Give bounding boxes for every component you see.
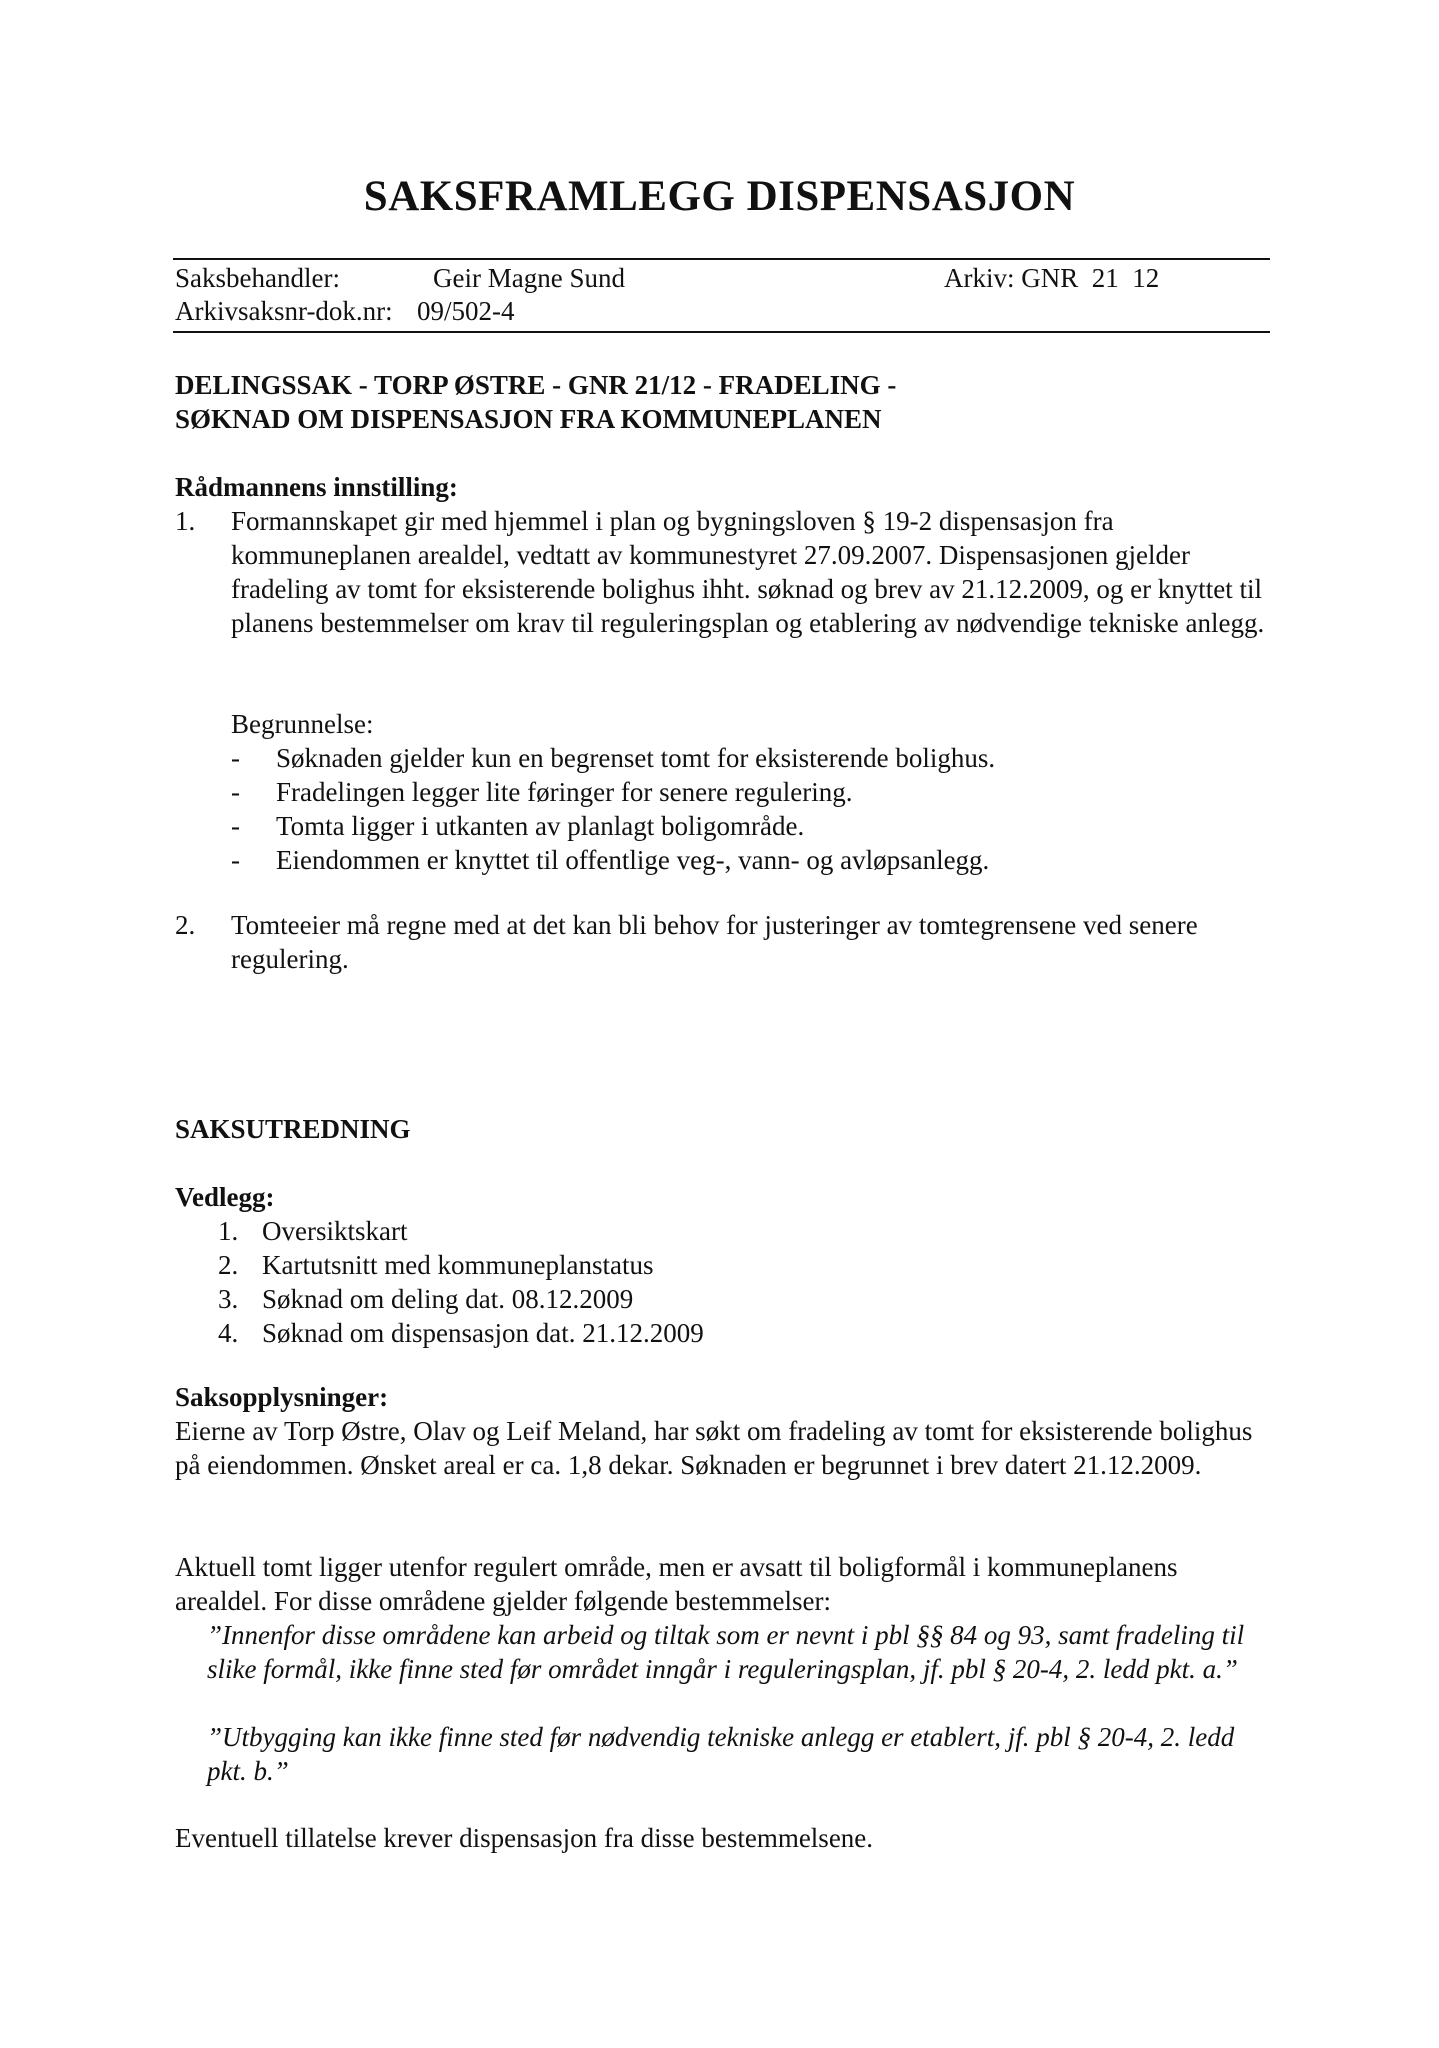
case-subject-line: SØKNAD OM DISPENSASJON FRA KOMMUNEPLANEN xyxy=(175,404,882,434)
regulation-quote-2: ”Utbygging kan ikke finne sted før nødvendig tekniske anlegg er etablert, jf. pbl § 20-4, 2. ledd pkt. b.” xyxy=(207,1722,1235,1786)
info-paragraph-2: Aktuell tomt ligger utenfor regulert område, men er avsatt til boligformål i kommuneplanens arealdel. For disse områdene gjelder følgende bestemmelser: xyxy=(175,1552,1178,1616)
item-number: 2. xyxy=(175,910,196,940)
item-number: 1. xyxy=(175,506,196,536)
recommendation-item-2: Tomteeier må regne med at det kan bli behov for justeringer av tomtegrensene ved senere regulering. xyxy=(231,910,1198,974)
header-rule-top xyxy=(173,258,1270,260)
attachment-number: 4. xyxy=(218,1318,239,1348)
info-paragraph-1: Eierne av Torp Østre, Olav og Leif Meland, har søkt om fradeling av tomt for eksisterende bolighus på eiendommen. Ønsket areal er ca. 1,8 dekar. Søknaden er begrunnet i brev datert 21.12.2009. xyxy=(175,1416,1253,1480)
case-subject-line: DELINGSSAK - TORP ØSTRE - GNR 21/12 - FRADELING - xyxy=(175,370,897,400)
reason-heading: Begrunnelse: xyxy=(231,709,374,739)
attachment-text: Oversiktskart xyxy=(262,1216,408,1246)
recommendation-heading: Rådmannens innstilling: xyxy=(175,472,458,502)
reason-text: Eiendommen er knyttet til offentlige veg-, vann- og avløpsanlegg. xyxy=(276,845,990,875)
attachment-number: 2. xyxy=(218,1250,239,1280)
recommendation-item-1: Formannskapet gir med hjemmel i plan og bygningsloven § 19-2 dispensasjon fra kommuneplanen arealdel, vedtatt av kommunestyret 27.09.2007. Dispensasjonen gjelder fradeling av tomt for eksisterende bolighus ihht. søknad og brev av 21.12.2009, og er knyttet til planens bestemmelser om krav til reguleringsplan og etablering av nødvendige tekniske anlegg. xyxy=(231,506,1265,638)
caseno-value: 09/502-4 xyxy=(417,296,515,326)
attachment-text: Kartutsnitt med kommuneplanstatus xyxy=(262,1250,654,1280)
attachment-text: Søknad om deling dat. 08.12.2009 xyxy=(262,1284,634,1314)
info-heading: Saksopplysninger: xyxy=(175,1382,389,1412)
attachment-number: 3. xyxy=(218,1284,239,1314)
case-subject xyxy=(175,368,896,436)
document-page: SAKSFRAMLEGG DISPENSASJON Saksbehandler: Geir Magne Sund Arkiv: GNR 21 12 Arkivsaksnr-dok.nr: 09/502-4 DELINGSSAK - TORP ØSTRE - GNR 21/12 - FRADELING - SØKNAD OM DISPENSASJON FRA KOMMUNEPLANEN Rådmannens innstilling: 1. Formannskapet gir med hjemmel i plan og bygningsloven § 19-2 dispensasjon fra kommuneplanen arealdel, vedtatt av kommunestyret 27.09.2007. Dispensasjonen gjelder fradeling av tomt for eksisterende bolighus ihht. søknad og brev av 21.12.2009, og er knyttet til planens bestemmelser om krav til reguleringsplan og etablering av nødvendige tekniske anlegg. Begrunnelse: - Søknaden gjelder kun en begrenset tomt for eksisterende bolighus. - Fradelingen legger lite føringer for senere regulering. - Tomta ligger i utkanten av planlagt boligområde. - Eiendommen er knyttet til offentlige veg-, vann- og avløpsanlegg. 2. Tomteeier må regne med at det kan bli behov for justeringer av tomtegrensene ved senere regulering. SAKSUTREDNING Vedlegg: 1. Oversiktskart 2. Kartutsnitt med kommuneplanstatus 3. Søknad om deling dat. 08.12.2009 4. Søknad om dispensasjon dat. 21.12.2009 Saksopplysninger: Eierne av Torp Østre, Olav og Leif Meland, har søkt om fradeling av tomt for eksisterende bolighus på eiendommen. Ønsket areal er ca. 1,8 dekar. Søknaden er begrunnet i brev datert 21.12.2009. Aktuell tomt ligger utenfor regulert område, men er avsatt til boligformål i kommuneplanens arealdel. For disse områdene gjelder følgende bestemmelser: ”Innenfor disse områdene kan arbeid og tiltak som er nevnt i pbl §§ 84 og 93, samt fradeling til slike formål, ikke finne sted før området inngår i reguleringsplan, jf. pbl § 20-4, 2. ledd pkt. a.” ”Utbygging kan ikke finne sted før nødvendig tekniske anlegg er etablert, jf. pbl § 20-4, 2. ledd pkt. b.” Eventuell tillatelse krever dispensasjon fra disse bestemmelsene. xyxy=(0,0,1439,2048)
header-rule-bottom xyxy=(173,331,1270,333)
reason-text: Søknaden gjelder kun en begrenset tomt for eksisterende bolighus. xyxy=(276,743,996,773)
caseno-label: Arkivsaksnr-dok.nr: xyxy=(175,296,393,326)
page-title: SAKSFRAMLEGG DISPENSASJON xyxy=(363,173,1076,220)
attachment-text: Søknad om dispensasjon dat. 21.12.2009 xyxy=(262,1318,704,1348)
report-heading: SAKSUTREDNING xyxy=(175,1114,411,1144)
reason-text: Tomta ligger i utkanten av planlagt boligområde. xyxy=(276,811,805,841)
archive-code: Arkiv: GNR 21 12 xyxy=(944,263,1160,293)
attachments-heading: Vedlegg: xyxy=(175,1182,275,1212)
regulation-quote-1: ”Innenfor disse områdene kan arbeid og tiltak som er nevnt i pbl §§ 84 og 93, samt fradeling til slike formål, ikke finne sted før området inngår i reguleringsplan, jf. pbl § 20-4, 2. ledd pkt. a.” xyxy=(207,1620,1245,1684)
info-paragraph-3: Eventuell tillatelse krever dispensasjon fra disse bestemmelsene. xyxy=(175,1823,874,1853)
attachment-number: 1. xyxy=(218,1216,239,1246)
handler-label: Saksbehandler: xyxy=(175,263,340,293)
handler-value: Geir Magne Sund xyxy=(433,263,625,293)
reason-text: Fradelingen legger lite føringer for senere regulering. xyxy=(276,777,853,807)
